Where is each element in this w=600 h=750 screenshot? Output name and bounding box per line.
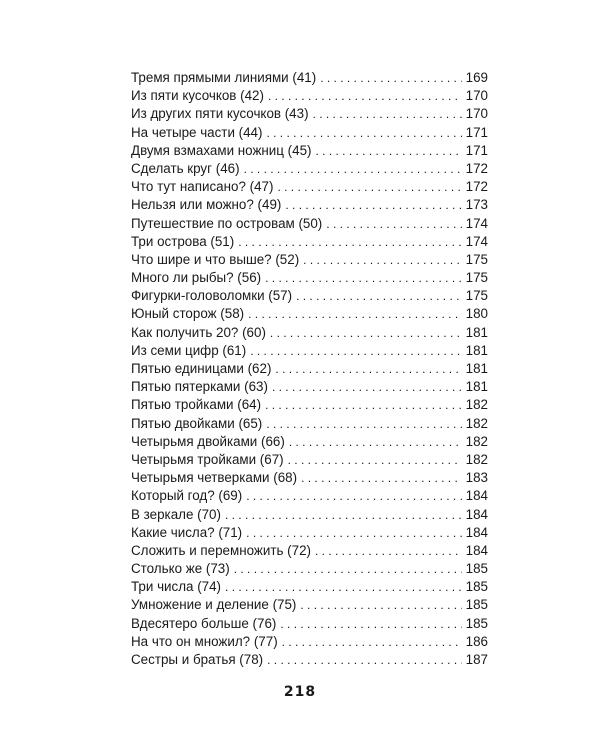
toc-entry-page: 183 xyxy=(462,469,488,487)
toc-entry-title: Фигурки-головоломки (57) xyxy=(131,287,296,305)
toc-entry xyxy=(131,615,488,633)
toc-entry-title: Три острова (51) xyxy=(131,233,238,251)
toc-entry-page: 185 xyxy=(462,578,488,596)
toc-dot-leader xyxy=(234,560,462,578)
toc-entry-title: Что тут написано? (47) xyxy=(131,178,277,196)
toc-entry-title: Три числа (74) xyxy=(131,578,225,596)
toc-entry xyxy=(131,233,488,251)
toc-dot-leader xyxy=(280,615,461,633)
toc-dot-leader xyxy=(248,305,462,323)
toc-entry-page: 170 xyxy=(462,105,488,123)
toc-entry-page: 172 xyxy=(462,178,488,196)
toc-entry-page: 181 xyxy=(462,360,488,378)
toc-entry-page: 174 xyxy=(462,233,488,251)
toc-entry-title: Из других пяти кусочков (43) xyxy=(131,105,313,123)
toc-entry-page: 182 xyxy=(462,415,488,433)
toc-dot-leader xyxy=(301,469,462,487)
toc-entry-title: Сложить и перемножить (72) xyxy=(131,542,315,560)
toc-entry xyxy=(131,415,488,433)
toc-dot-leader xyxy=(300,596,461,614)
toc-entry xyxy=(131,396,488,414)
toc-entry xyxy=(131,360,488,378)
toc-dot-leader xyxy=(238,233,461,251)
toc-entry-page: 171 xyxy=(462,124,488,142)
toc-entry-page: 175 xyxy=(462,269,488,287)
toc-dot-leader xyxy=(268,87,462,105)
toc-entry-page: 186 xyxy=(462,633,488,651)
toc-entry-page: 182 xyxy=(462,396,488,414)
toc-entry-title: Из пяти кусочков (42) xyxy=(131,87,268,105)
toc-dot-leader xyxy=(303,251,462,269)
toc-dot-leader xyxy=(225,506,462,524)
toc-entry-title: Что шире и что выше? (52) xyxy=(131,251,303,269)
toc-dot-leader xyxy=(266,124,461,142)
toc-entry-page: 181 xyxy=(462,342,488,360)
toc-dot-leader xyxy=(267,651,462,669)
toc-entry-title: На что он множил? (77) xyxy=(131,633,282,651)
toc-dot-leader xyxy=(320,69,461,87)
toc-dot-leader xyxy=(225,578,462,596)
toc-entry xyxy=(131,542,488,560)
toc-entry xyxy=(131,142,488,160)
toc-entry xyxy=(131,105,488,123)
toc-dot-leader xyxy=(266,415,461,433)
toc-entry xyxy=(131,251,488,269)
toc-entry-title: Пятью двойками (65) xyxy=(131,415,266,433)
toc-entry xyxy=(131,560,488,578)
toc-dot-leader xyxy=(275,360,461,378)
toc-entry xyxy=(131,578,488,596)
toc-entry-title: Как получить 20? (60) xyxy=(131,324,270,342)
toc-entry-page: 169 xyxy=(462,69,488,87)
toc-entry-page: 171 xyxy=(462,142,488,160)
toc-entry-title: В зеркале (70) xyxy=(131,506,225,524)
toc-dot-leader xyxy=(250,342,461,360)
toc-entry xyxy=(131,633,488,651)
toc-entry xyxy=(131,215,488,233)
toc-entry xyxy=(131,433,488,451)
toc-entry-title: Пятью единицами (62) xyxy=(131,360,275,378)
toc-entry xyxy=(131,506,488,524)
toc-entry-title: Много ли рыбы? (56) xyxy=(131,269,265,287)
toc-entry-page: 181 xyxy=(462,324,488,342)
toc-dot-leader xyxy=(316,142,462,160)
toc-entry xyxy=(131,378,488,396)
toc-entry xyxy=(131,160,488,178)
toc-entry-page: 170 xyxy=(462,87,488,105)
toc-dot-leader xyxy=(265,269,462,287)
toc-entry-page: 185 xyxy=(462,560,488,578)
toc-entry xyxy=(131,324,488,342)
toc-entry-title: Четырьмя двойками (66) xyxy=(131,433,289,451)
toc-entry-page: 175 xyxy=(462,251,488,269)
toc-entry xyxy=(131,487,488,505)
toc-entry xyxy=(131,469,488,487)
toc-dot-leader xyxy=(288,451,462,469)
toc-entry-title: Сделать круг (46) xyxy=(131,160,244,178)
toc-entry-title: Пятью пятерками (63) xyxy=(131,378,272,396)
toc-entry xyxy=(131,196,488,214)
toc-entry-page: 173 xyxy=(462,196,488,214)
toc-entry-title: Тремя прямыми линиями (41) xyxy=(131,69,320,87)
toc-entry-title: Который год? (69) xyxy=(131,487,246,505)
toc-entry-page: 182 xyxy=(462,433,488,451)
toc-entry xyxy=(131,124,488,142)
toc-entry xyxy=(131,305,488,323)
toc-dot-leader xyxy=(282,633,462,651)
toc-dot-leader xyxy=(296,287,462,305)
toc-entry-title: Сестры и братья (78) xyxy=(131,651,267,669)
toc-dot-leader xyxy=(270,324,462,342)
toc-entry xyxy=(131,651,488,669)
toc-dot-leader xyxy=(289,433,462,451)
toc-entry xyxy=(131,287,488,305)
toc-dot-leader xyxy=(313,105,462,123)
toc-entry-title: Четырьмя четверками (68) xyxy=(131,469,301,487)
toc-entry-title: Юный сторож (58) xyxy=(131,305,248,323)
toc-entry-title: Умножение и деление (75) xyxy=(131,596,300,614)
toc-entry-page: 184 xyxy=(462,506,488,524)
toc-dot-leader xyxy=(315,542,462,560)
toc-dot-leader xyxy=(277,178,461,196)
toc-entry xyxy=(131,178,488,196)
toc-entry-title: Вдесятеро больше (76) xyxy=(131,615,280,633)
toc-entry-page: 184 xyxy=(462,524,488,542)
toc-entry-page: 185 xyxy=(462,615,488,633)
toc-dot-leader xyxy=(285,196,461,214)
toc-entry-title: Столько же (73) xyxy=(131,560,234,578)
toc-entry-page: 182 xyxy=(462,451,488,469)
toc-entry xyxy=(131,87,488,105)
toc-entry-title: Четырьмя тройками (67) xyxy=(131,451,288,469)
toc-entry xyxy=(131,451,488,469)
toc-dot-leader xyxy=(265,396,462,414)
table-of-contents xyxy=(131,69,488,669)
toc-entry xyxy=(131,269,488,287)
toc-entry-title: Нельзя или можно? (49) xyxy=(131,196,285,214)
toc-entry-title: Из семи цифр (61) xyxy=(131,342,250,360)
toc-entry-page: 172 xyxy=(462,160,488,178)
toc-entry-page: 184 xyxy=(462,487,488,505)
toc-entry xyxy=(131,69,488,87)
toc-dot-leader xyxy=(326,215,461,233)
toc-entry-title: На четыре части (44) xyxy=(131,124,266,142)
toc-entry-page: 184 xyxy=(462,542,488,560)
toc-dot-leader xyxy=(272,378,462,396)
page-number: 218 xyxy=(283,684,317,700)
toc-entry-page: 187 xyxy=(462,651,488,669)
toc-entry xyxy=(131,342,488,360)
toc-entry-page: 180 xyxy=(462,305,488,323)
toc-entry-page: 181 xyxy=(462,378,488,396)
toc-entry-title: Двумя взмахами ножниц (45) xyxy=(131,142,316,160)
toc-entry-title: Какие числа? (71) xyxy=(131,524,246,542)
toc-entry-title: Путешествие по островам (50) xyxy=(131,215,326,233)
toc-dot-leader xyxy=(244,160,462,178)
toc-entry-page: 185 xyxy=(462,596,488,614)
toc-dot-leader xyxy=(246,524,462,542)
toc-dot-leader xyxy=(246,487,461,505)
toc-entry-title: Пятью тройками (64) xyxy=(131,396,265,414)
toc-entry xyxy=(131,524,488,542)
toc-entry-page: 175 xyxy=(462,287,488,305)
toc-entry xyxy=(131,596,488,614)
toc-entry-page: 174 xyxy=(462,215,488,233)
